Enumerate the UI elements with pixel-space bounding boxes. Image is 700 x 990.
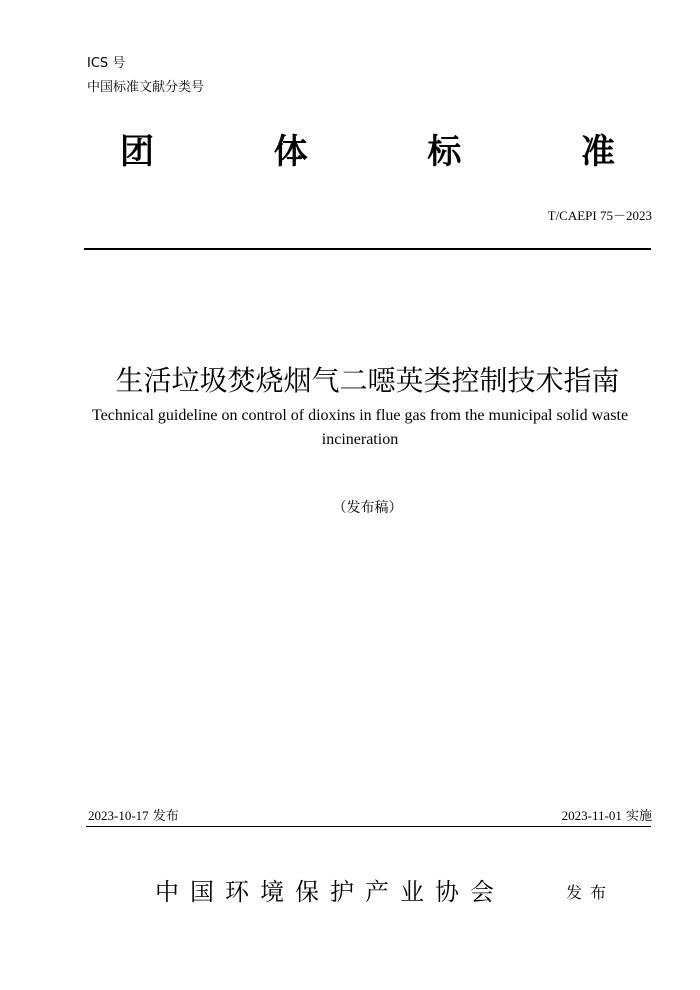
implement-label: 实施 [621,809,652,824]
standard-type-heading [120,132,615,172]
document-title-english: Technical guideline on control of dioxins in flue gas from the municipal solid waste incineration [91,407,629,448]
publish-date-line [88,808,179,825]
implement-date: 2023-11-01 [561,808,622,823]
publisher-name: 中国环境保护产业协会 [155,878,505,906]
publisher-action: 发布 [566,883,615,902]
standard-type-char: 团 [120,132,154,172]
standard-type-char: 标 [427,132,462,172]
ics-number-label: ICS 号 [87,56,126,71]
publish-label: 发布 [148,809,179,824]
document-status: （发布稿） [332,500,403,516]
header-divider [84,248,651,250]
standard-code: T/CAEPI 75－2023 [547,208,652,223]
document-title-chinese: 生活垃圾焚烧烟气二噁英类控制技术指南 [115,364,620,397]
ccs-number-label: 中国标准文献分类号 [87,80,205,95]
standard-type-char: 体 [273,132,308,172]
publish-date: 2023-10-17 [88,808,149,823]
standard-type-char: 准 [580,132,615,172]
implement-date-line [562,808,652,825]
footer-divider [86,826,651,827]
